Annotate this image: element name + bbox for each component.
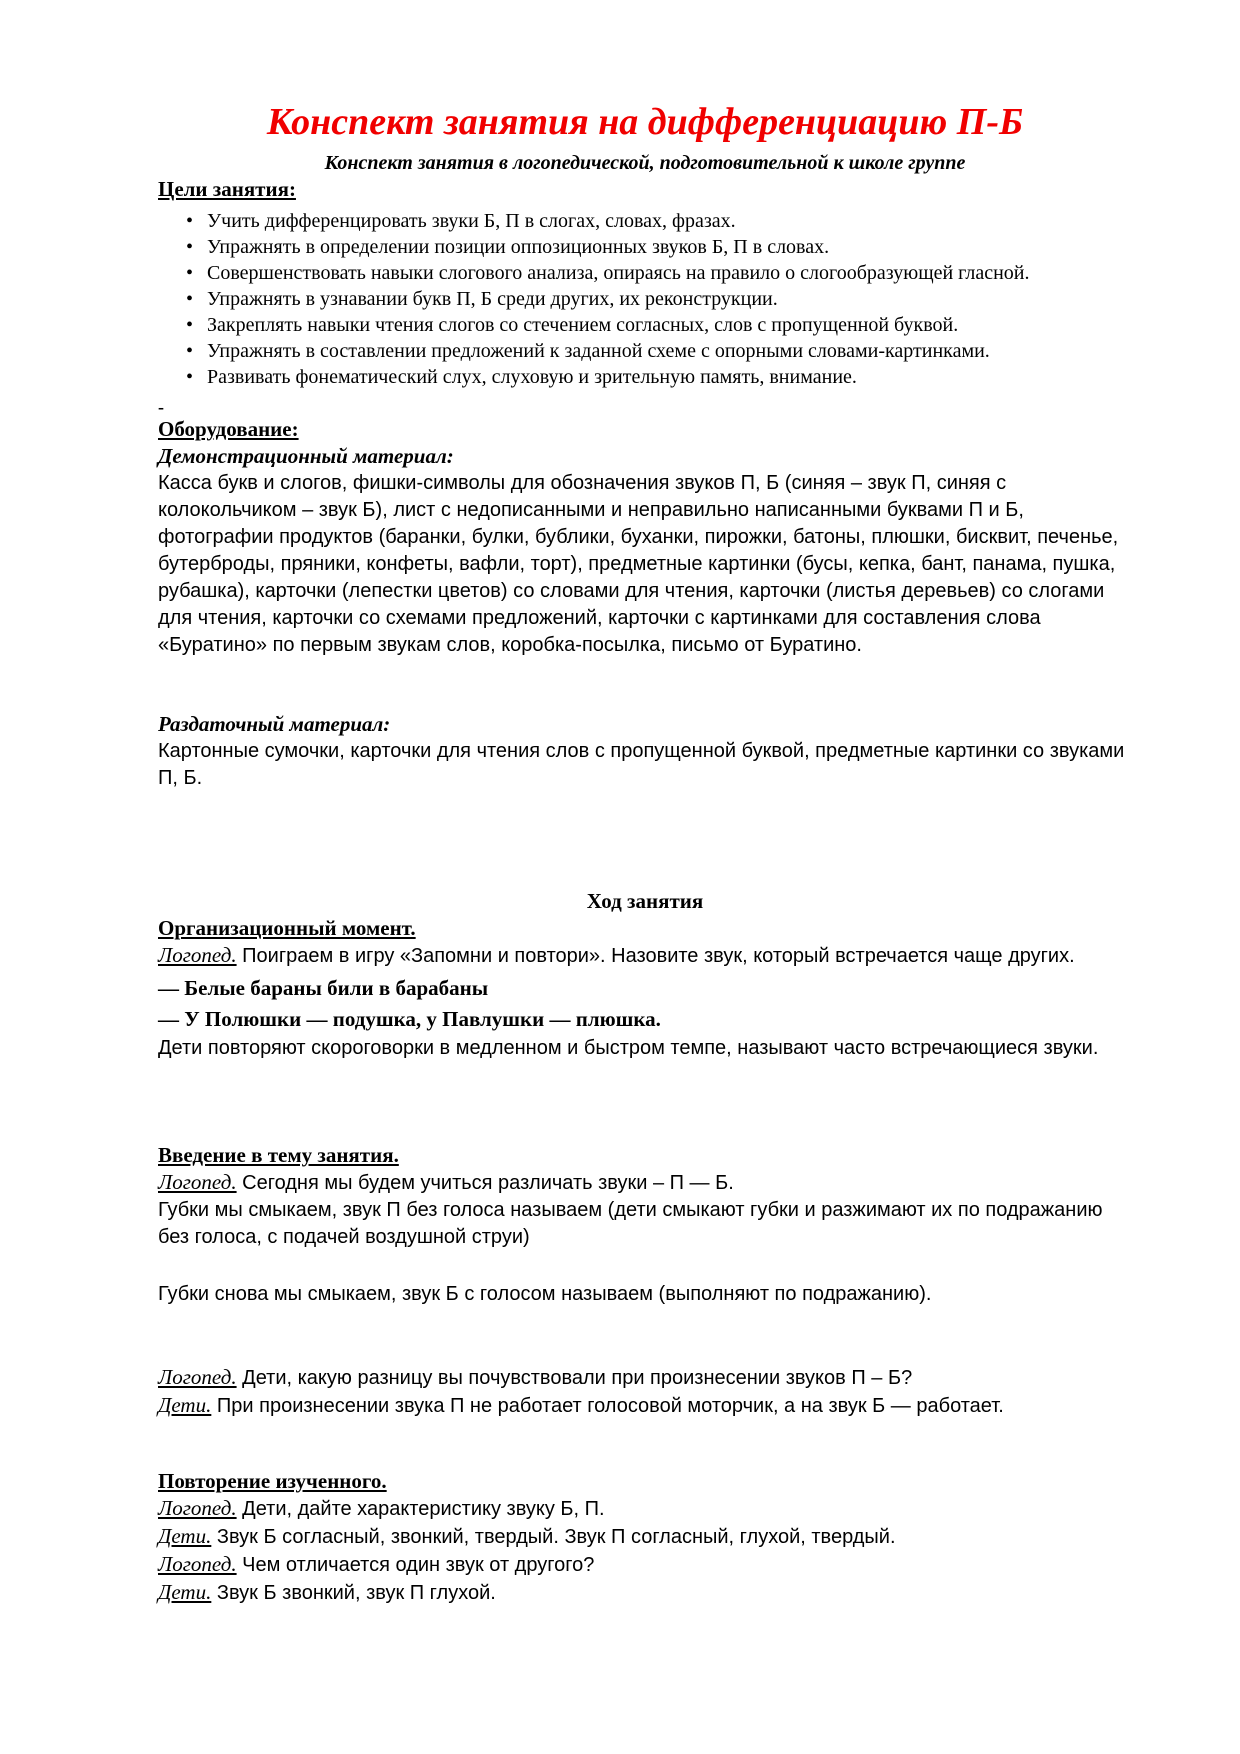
org-note-text: Дети повторяют скороговорки в медленном и быстром темпе, называют часто встречающиеся звуки.	[158, 1037, 1099, 1059]
goal-item: • Учить дифференцировать звуки Б, П в слогах, словах, фразах.	[158, 208, 1132, 234]
goal-item: • Совершенствовать навыки слогового анализа, опираясь на правило о слогообразующей гласной.	[158, 260, 1132, 286]
repetition-dialog-line	[158, 1579, 1132, 1607]
speaker-label: Логопед.	[158, 943, 237, 967]
handout-material-text: Картонные сумочки, карточки для чтения слов с пропущенной буквой, предметные картинки со звуками П, Б.	[158, 740, 1125, 789]
dialog-text: Дети, какую разницу вы почувствовали при произнесении звуков П – Б?	[242, 1367, 913, 1389]
speaker-label: Дети.	[158, 1580, 212, 1604]
document-title: Конспект занятия на дифференциацию П-Б	[266, 101, 1024, 143]
dialog-text: Звук Б звонкий, звук П глухой.	[216, 1582, 496, 1604]
demo-material-text: Касса букв и слогов, фишки-символы для обозначения звуков П, Б (синяя – звук П, синяя с колокольчиком – звук Б), лист с недописанными и неправильно написанными буквами П и Б, фотографии продуктов (баранки, булки, бублики, буханки, пирожки, батоны, плюшки, бисквит, печенье, бутерброды, пряники, конфеты, вафли, торт), предметные картинки (бусы, кепка, бант, панама, пушка, рубашка), карточки (лепестки цветов) со словами для чтения, карточки (листья деревьев) со слогами для чтения, карточки со схемами предложений, карточки с картинками для составления слова «Буратино» по первым звукам слов, коробка-посылка, письмо от Буратино.	[158, 472, 1119, 656]
repetition-dialog-line	[158, 1551, 1132, 1579]
intro-dialog-line	[158, 1364, 1132, 1392]
course-heading: Ход занятия	[586, 889, 704, 913]
intro-paragraph: Губки мы смыкаем, звук П без голоса называем (дети смыкают губки и разжимают их по подражанию без голоса, с подачей воздушной струи)	[158, 1199, 1103, 1248]
dialog-text: При произнесении звука П не работает голосовой моторчик, а на звук Б — работает.	[216, 1395, 1004, 1417]
intro-heading: Введение в тему занятия.	[158, 1143, 399, 1167]
goal-item: • Упражнять в составлении предложений к заданной схеме с опорными словами-картинками.	[158, 338, 1132, 364]
goal-item: • Упражнять в определении позиции оппозиционных звуков Б, П в словах.	[158, 234, 1132, 260]
demo-material-heading: Демонстрационный материал:	[158, 444, 454, 468]
dialog-text: Звук Б согласный, звонкий, твердый. Звук П согласный, глухой, твердый.	[216, 1526, 896, 1548]
goal-item: • Развивать фонематический слух, слуховую и зрительную память, внимание.	[158, 364, 1132, 390]
handout-material-heading: Раздаточный материал:	[158, 712, 391, 736]
goals-list	[158, 208, 1132, 390]
tongue-twister-line: — У Полюшки — подушка, у Павлушки — плюшка.	[158, 1007, 661, 1031]
repetition-heading: Повторение изученного.	[158, 1469, 387, 1493]
stray-dash: -	[158, 397, 164, 417]
speaker-label: Логопед.	[158, 1552, 237, 1576]
speaker-label: Логопед.	[158, 1496, 237, 1520]
document-subtitle: Конспект занятия в логопедической, подготовительной к школе группе	[324, 152, 966, 174]
dialog-text: Поиграем в игру «Запомни и повтори». Назовите звук, который встречается чаще других.	[242, 945, 1075, 967]
org-dialog-line	[158, 942, 1132, 970]
repetition-dialog-line	[158, 1495, 1132, 1523]
dialog-text: Сегодня мы будем учиться различать звуки – П — Б.	[242, 1172, 734, 1194]
dialog-text: Дети, дайте характеристику звуку Б, П.	[242, 1498, 605, 1520]
tongue-twister-line: — Белые бараны били в барабаны	[158, 976, 489, 1000]
repetition-dialog-line	[158, 1523, 1132, 1551]
dialog-text: Чем отличается один звук от другого?	[242, 1554, 595, 1576]
speaker-label: Дети.	[158, 1524, 212, 1548]
speaker-label: Логопед.	[158, 1365, 237, 1389]
intro-paragraph: Губки снова мы смыкаем, звук Б с голосом называем (выполняют по подражанию).	[158, 1283, 932, 1305]
goal-item: • Закреплять навыки чтения слогов со стечением согласных, слов с пропущенной буквой.	[158, 312, 1132, 338]
speaker-label: Дети.	[158, 1393, 212, 1417]
intro-dialog-line	[158, 1392, 1132, 1420]
intro-dialog-line	[158, 1169, 1132, 1197]
equipment-heading: Оборудование:	[158, 417, 299, 441]
speaker-label: Логопед.	[158, 1170, 237, 1194]
org-moment-heading: Организационный момент.	[158, 916, 416, 940]
goal-item: • Упражнять в узнавании букв П, Б среди других, их реконструкции.	[158, 286, 1132, 312]
goals-heading: Цели занятия:	[158, 177, 296, 201]
